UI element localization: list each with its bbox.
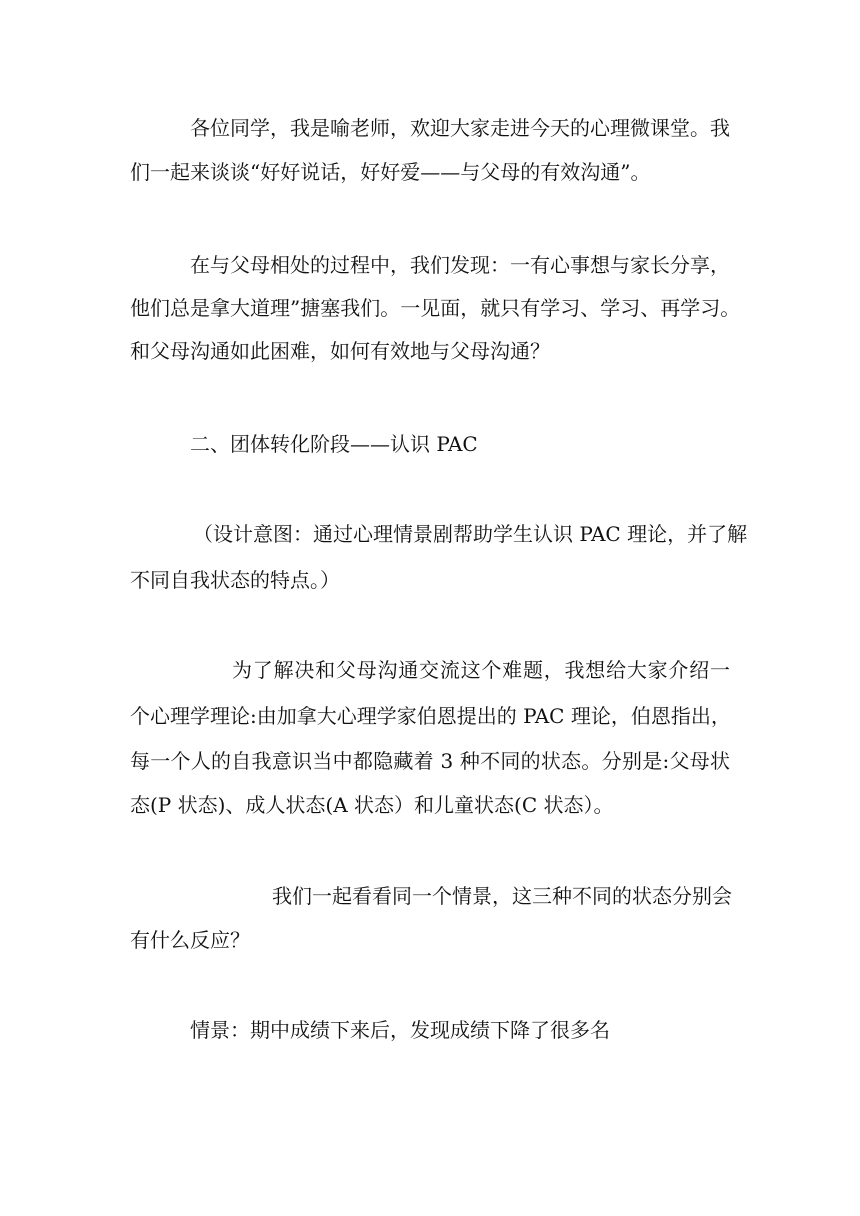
paragraph-problem-line-1: 在与父母相处的过程中，我们发现：一有心事想与家长分享， bbox=[190, 253, 730, 277]
paragraph-scenario-intro-line-1: 我们一起看看同一个情景，这三种不同的状态分别会 bbox=[272, 884, 732, 908]
paragraph-design-intent-line-2: 不同自我状态的特点。） bbox=[130, 568, 340, 592]
paragraph-problem-line-3: 和父母沟通如此困难，如何有效地与父母沟通？ bbox=[130, 339, 550, 363]
paragraph-scenario: 情景：期中成绩下来后，发现成绩下降了很多名 bbox=[190, 1018, 610, 1042]
paragraph-intro-line-2: 们一起来谈谈“好好说话，好好爱——与父母的有效沟通”。 bbox=[130, 160, 651, 184]
paragraph-pac-theory-line-2: 个心理学理论:由加拿大心理学家伯恩提出的 PAC 理论，伯恩指出， bbox=[130, 704, 731, 728]
paragraph-problem-line-2: 他们总是拿大道理”搪塞我们。一见面，就只有学习、学习、再学习。 bbox=[130, 296, 741, 320]
section-heading: 二、团体转化阶段——认识 PAC bbox=[190, 432, 478, 456]
paragraph-pac-theory-line-3: 每一个人的自我意识当中都隐藏着 3 种不同的状态。分别是:父母状 bbox=[130, 749, 730, 773]
paragraph-pac-theory-line-1: 为了解决和父母沟通交流这个难题，我想给大家介绍一 bbox=[232, 658, 730, 682]
paragraph-pac-theory-line-4: 态(P 状态)、成人状态(A 状态）和儿童状态(C 状态）。 bbox=[130, 793, 614, 817]
paragraph-intro-line-1: 各位同学，我是喻老师，欢迎大家走进今天的心理微课堂。我 bbox=[190, 116, 730, 140]
paragraph-design-intent-line-1: （设计意图：通过心理情景剧帮助学生认识 PAC 理论，并了解 bbox=[193, 522, 748, 546]
paragraph-scenario-intro-line-2: 有什么反应？ bbox=[130, 928, 250, 952]
